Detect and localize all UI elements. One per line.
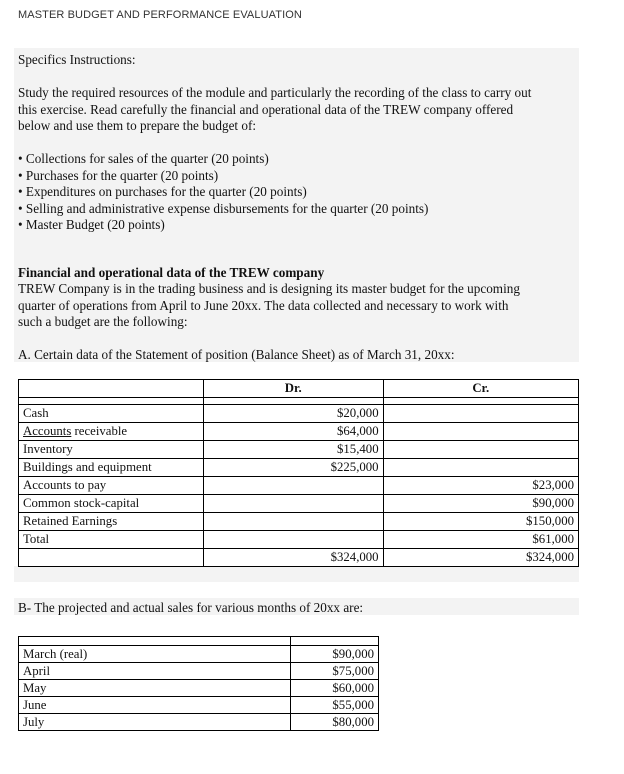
spacer-shade <box>14 566 579 582</box>
table-header-row <box>19 380 579 398</box>
account-name: Total <box>19 531 204 549</box>
list-item: • Master Budget (20 points) <box>18 217 428 234</box>
dr-value: $20,000 <box>203 405 383 423</box>
cr-value <box>383 441 578 459</box>
header-blank <box>19 380 204 398</box>
dr-value <box>203 531 383 549</box>
list-item: • Purchases for the quarter (20 points) <box>18 168 428 185</box>
table-row <box>19 459 579 477</box>
account-name: Accounts to pay <box>19 477 204 495</box>
month-name: May <box>19 680 291 697</box>
dr-value <box>203 513 383 531</box>
financial-heading: Financial and operational data of the TREW company <box>18 265 325 280</box>
table-row <box>19 680 379 697</box>
month-name: July <box>19 714 291 731</box>
cr-value <box>383 423 578 441</box>
cr-value: $61,000 <box>383 531 578 549</box>
sales-amount: $80,000 <box>291 714 379 731</box>
cr-value: $23,000 <box>383 477 578 495</box>
list-item: • Expenditures on purchases for the quarter (20 points) <box>18 184 428 201</box>
table-row <box>19 405 579 423</box>
section-a-heading: A. Certain data of the Statement of position (Balance Sheet) as of March 31, 20xx: <box>18 347 455 362</box>
table-row <box>19 423 579 441</box>
sales-amount: $55,000 <box>291 697 379 714</box>
sales-table <box>18 636 379 731</box>
gap-row <box>19 398 579 405</box>
account-name-rest: receivable <box>74 424 128 438</box>
dr-value <box>203 477 383 495</box>
balance-sheet-table <box>18 379 579 567</box>
sales-amount: $75,000 <box>291 663 379 680</box>
financial-intro <box>18 281 520 331</box>
sales-amount: $90,000 <box>291 646 379 663</box>
table-row <box>19 495 579 513</box>
cr-value <box>383 405 578 423</box>
table-row <box>19 714 379 731</box>
dr-value: $64,000 <box>203 423 383 441</box>
account-name: Cash <box>19 405 204 423</box>
account-name-underlined: Accounts <box>23 424 72 438</box>
table-row <box>19 646 379 663</box>
account-name: Buildings and equipment <box>19 459 204 477</box>
cr-value: $90,000 <box>383 495 578 513</box>
instructions-heading: Specifics Instructions: <box>18 52 136 67</box>
account-name: Inventory <box>19 441 204 459</box>
account-name: Retained Earnings <box>19 513 204 531</box>
header-cr: Cr. <box>383 380 578 398</box>
cr-value <box>383 459 578 477</box>
table-row <box>19 477 579 495</box>
list-item: • Collections for sales of the quarter (20 points) <box>18 151 428 168</box>
table-row <box>19 663 379 680</box>
section-b-heading: B- The projected and actual sales for various months of 20xx are: <box>18 600 364 615</box>
dr-value <box>203 495 383 513</box>
dr-value: $225,000 <box>203 459 383 477</box>
month-name: June <box>19 697 291 714</box>
total-row <box>19 549 579 567</box>
sales-amount: $60,000 <box>291 680 379 697</box>
month-name: March (real) <box>19 646 291 663</box>
paragraph-line: Study the required resources of the module and particularly the recording of the class to carry out <box>18 85 532 100</box>
document-header: MASTER BUDGET AND PERFORMANCE EVALUATION <box>18 9 302 21</box>
dr-value: $15,400 <box>203 441 383 459</box>
table-row <box>19 531 579 549</box>
account-name <box>19 423 204 441</box>
instructions-paragraph <box>18 85 531 135</box>
month-name: April <box>19 663 291 680</box>
total-cr: $324,000 <box>383 549 578 567</box>
account-name: Common stock-capital <box>19 495 204 513</box>
budget-requirements-list <box>18 151 428 234</box>
gap-row <box>19 637 379 646</box>
cr-value: $150,000 <box>383 513 578 531</box>
header-dr: Dr. <box>203 380 383 398</box>
table-row <box>19 441 579 459</box>
intro-line: such a budget are the following: <box>18 314 188 329</box>
paragraph-line: below and use them to prepare the budget of: <box>18 118 257 133</box>
table-row <box>19 513 579 531</box>
intro-line: quarter of operations from April to June 20xx. The data collected and necessary to work with <box>18 297 509 313</box>
table-row <box>19 697 379 714</box>
total-dr: $324,000 <box>203 549 383 567</box>
list-item: • Selling and administrative expense disbursements for the quarter (20 points) <box>18 201 428 218</box>
paragraph-line: this exercise. Read carefully the financial and operational data of the TREW company offered <box>18 101 514 117</box>
intro-line: TREW Company is in the trading business and is designing its master budget for the upcoming <box>18 281 520 296</box>
